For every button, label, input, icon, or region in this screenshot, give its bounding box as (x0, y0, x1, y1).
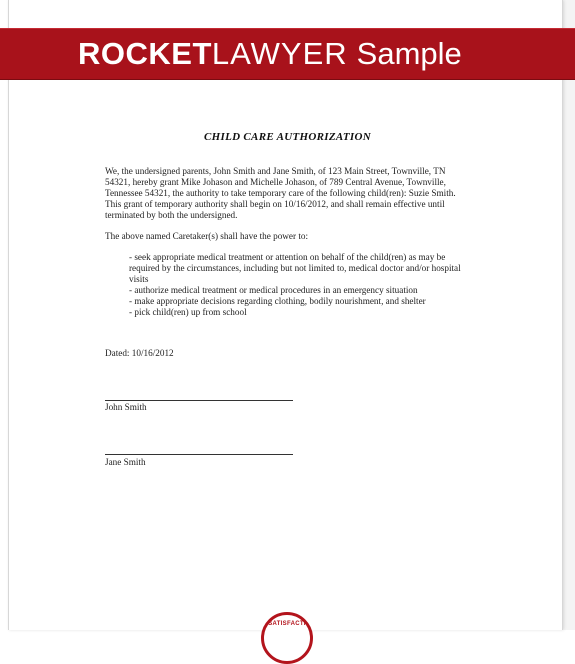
document-title: CHILD CARE AUTHORIZATION (204, 131, 371, 143)
seal-text: SATISFACTI (268, 621, 306, 627)
dated-line: Dated: 10/16/2012 (105, 348, 174, 358)
brand-lawyer-text: LAWYER (211, 36, 348, 71)
signature-line-john (105, 400, 293, 401)
sample-banner (0, 28, 575, 80)
signer-name-john: John Smith (105, 402, 147, 412)
power-item: - pick child(ren) up from school (129, 307, 247, 317)
signature-line-jane (105, 454, 293, 455)
power-item: - seek appropriate medical treatment or attention on behalf of the child(ren) as may be required by the circumstances, including but not limited to, medical doctor and/or hospital visits (129, 252, 461, 284)
satisfaction-seal-icon (261, 612, 313, 664)
brand-rocket-text: ROCKET (78, 36, 212, 71)
page-gutter (562, 0, 575, 630)
powers-intro: The above named Caretaker(s) shall have the power to: (105, 231, 309, 241)
grant-paragraph: We, the undersigned parents, John Smith and Jane Smith, of 123 Main Street, Townville, TN 54321, hereby grant Mike Johason and Michelle Johason, of 789 Central Avenue, Townville, Tennessee 54321, the authority to take temporary care of the following child(ren): Suzie Smith. This grant of temporary authority shall begin on 10/16/2012, and shall remain effective until terminated by both the undersigned. (105, 166, 456, 220)
signer-name-jane: Jane Smith (105, 457, 146, 467)
power-item: - authorize medical treatment or medical procedures in an emergency situation (129, 285, 418, 295)
sample-label: Sample (356, 36, 462, 71)
rocketlawyer-logo (78, 35, 462, 73)
powers-list (122, 252, 467, 318)
power-item: - make appropriate decisions regarding clothing, bodily nourishment, and shelter (129, 296, 426, 306)
